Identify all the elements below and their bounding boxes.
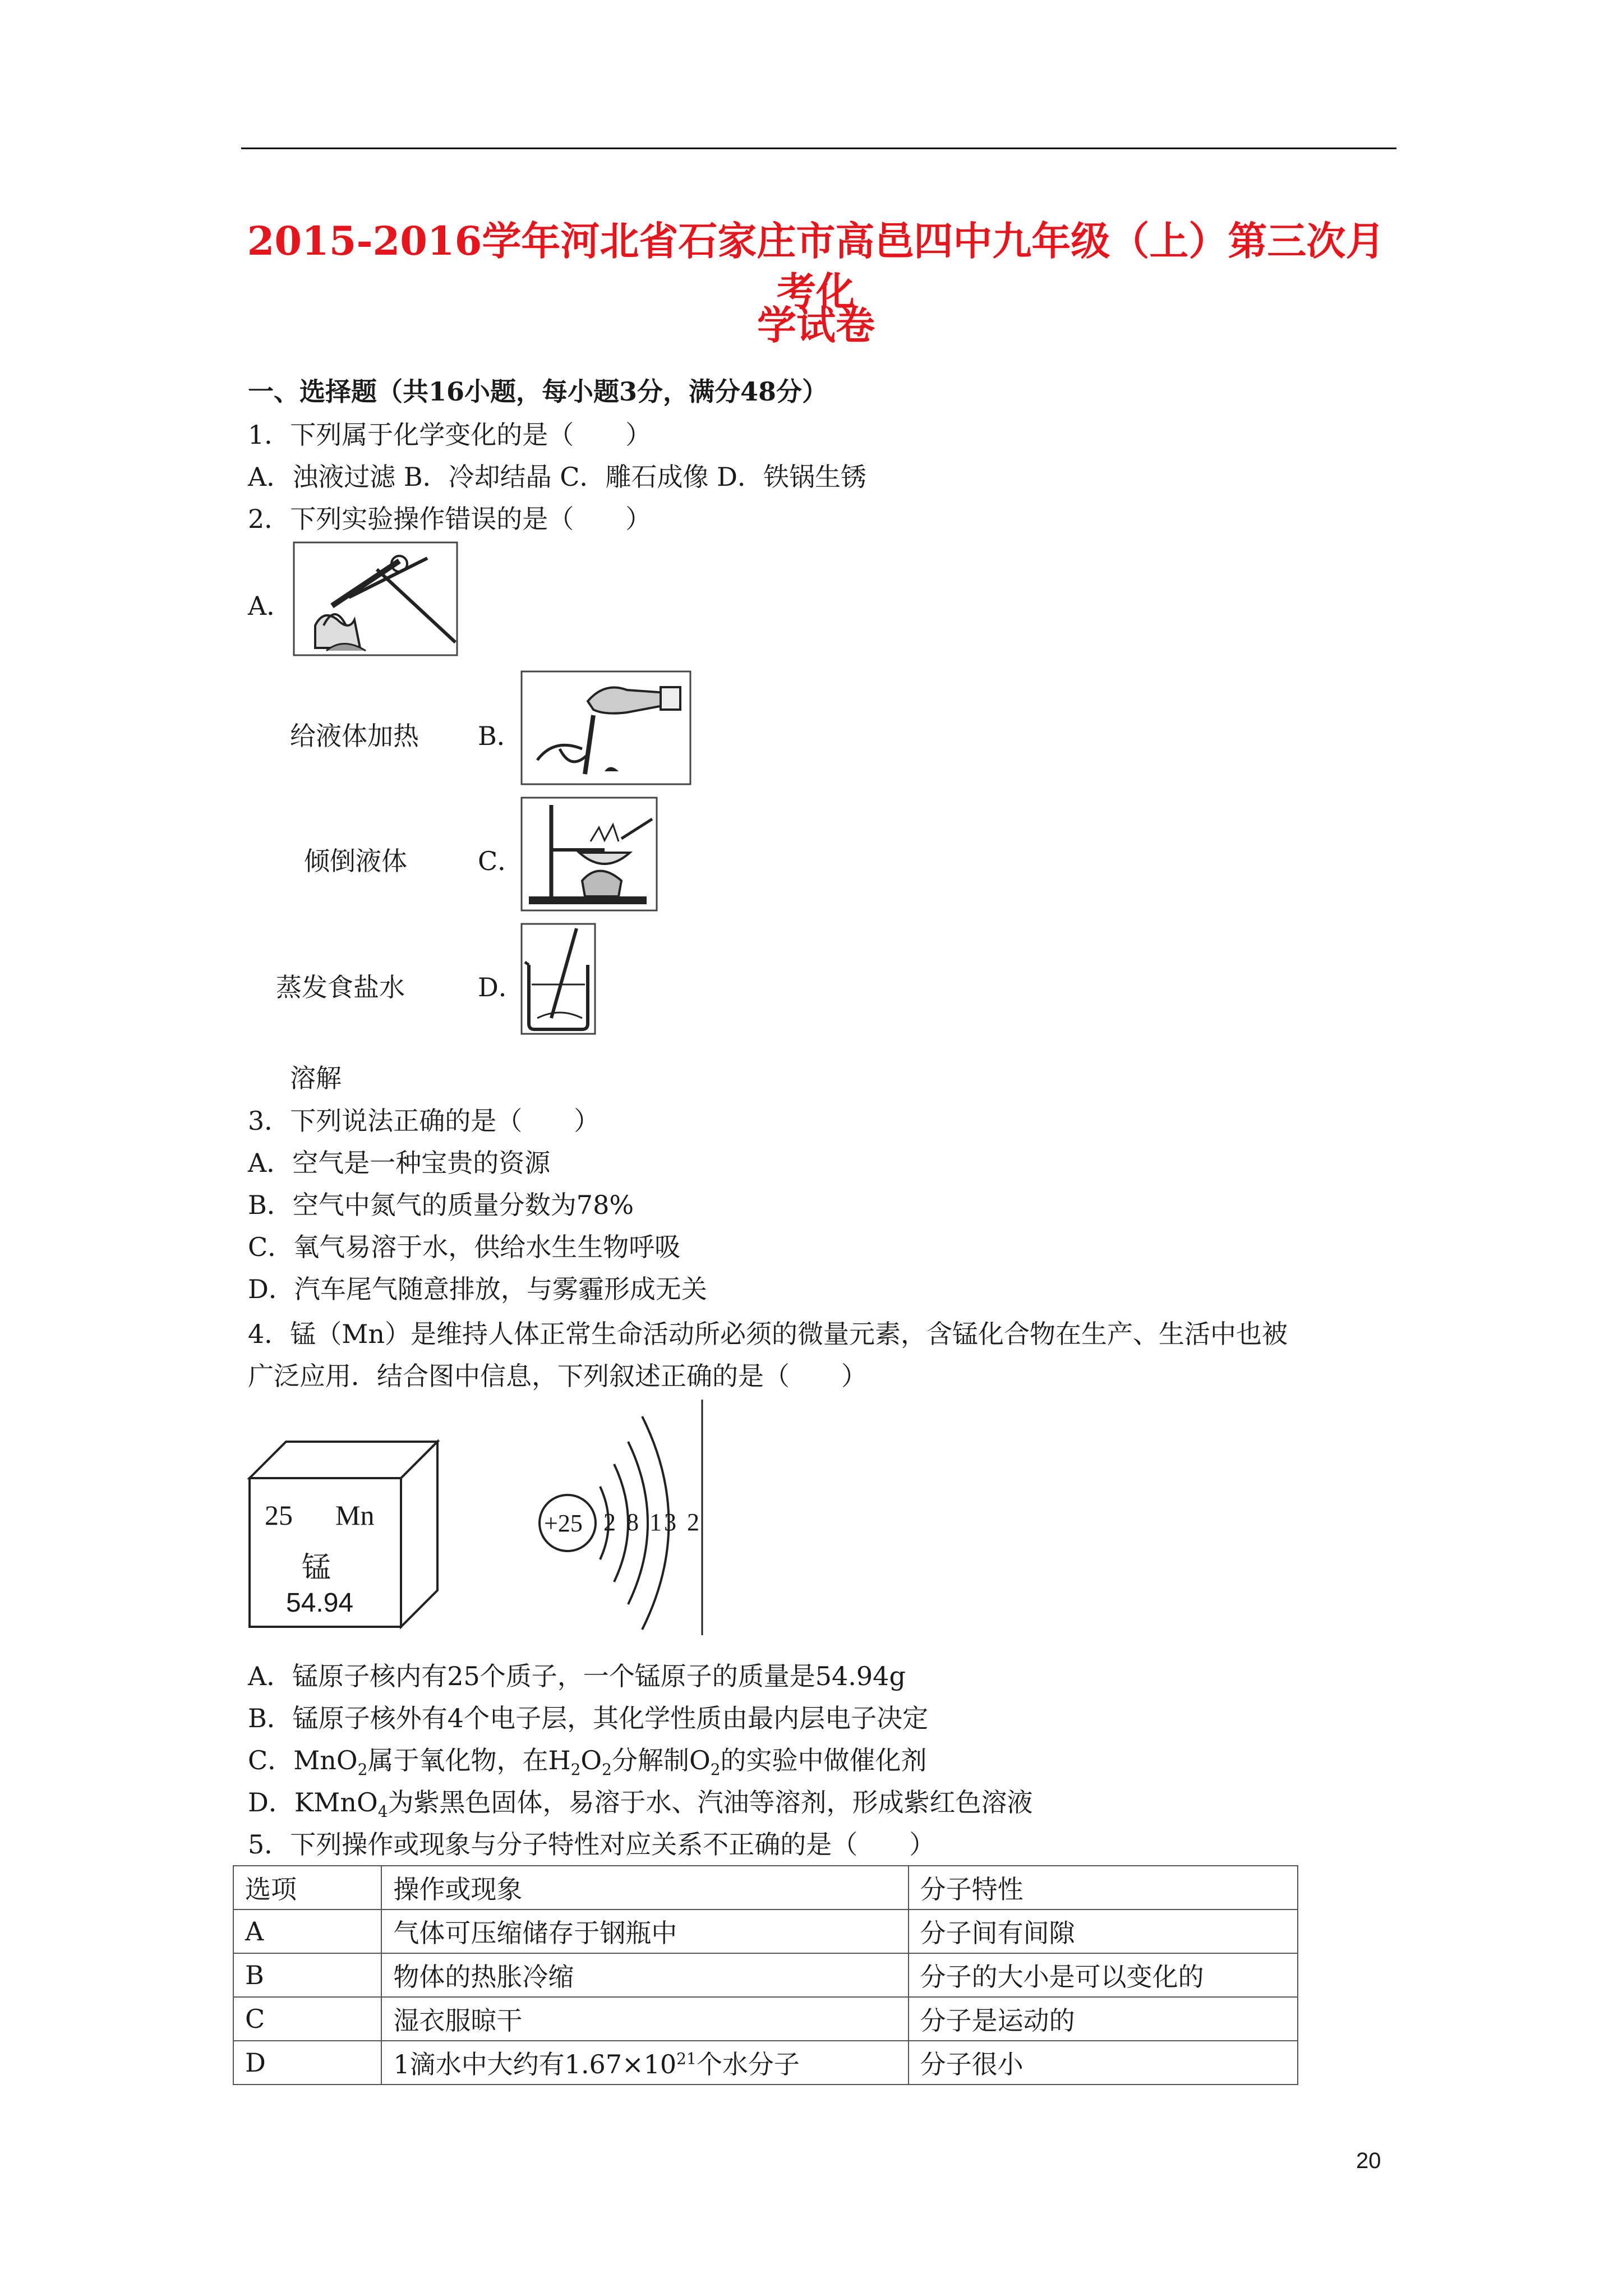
table-header-cell: 操作或现象 bbox=[381, 1866, 908, 1910]
q2-b-letter: B． bbox=[478, 721, 523, 751]
table-cell: B bbox=[233, 1953, 381, 1997]
table-cell: A bbox=[233, 1910, 381, 1953]
q1-options: A．浊液过滤 B．冷却结晶 C．雕石成像 D．铁锅生锈 bbox=[248, 462, 866, 492]
evaporating-salt-water-figure bbox=[520, 797, 658, 912]
table-row bbox=[233, 2041, 1298, 2085]
q2-stem: 2．下列实验操作错误的是（ ） bbox=[248, 504, 652, 534]
q3-option-d: D．汽车尾气随意排放，与雾霾形成无关 bbox=[248, 1274, 707, 1304]
element-symbol: Mn bbox=[335, 1499, 375, 1531]
q2-b-caption: 倾倒液体 bbox=[304, 846, 407, 876]
page-number: 20 bbox=[1356, 2148, 1381, 2173]
q2-d-caption: 溶解 bbox=[290, 1063, 342, 1093]
section-heading: 一、选择题（共16小题，每小题3分，满分48分） bbox=[248, 376, 828, 407]
pouring-liquid-figure bbox=[520, 670, 691, 785]
q2-d-letter: D． bbox=[478, 972, 524, 1002]
q4-option-d: D．KMnO$_4$为紫黑色固体，易溶于水、汽油等溶剂，形成紫红色溶液 bbox=[248, 1787, 1033, 1821]
table-cell: D bbox=[233, 2041, 381, 2085]
q3-option-a: A．空气是一种宝贵的资源 bbox=[248, 1148, 551, 1178]
q2-c-letter: C． bbox=[478, 846, 524, 876]
table-cell: 1滴水中大约有$1.67\times 10^{21}$个水分子 bbox=[381, 2041, 908, 2085]
q3-option-b: B．空气中氮气的质量分数为78% bbox=[248, 1190, 634, 1220]
table-cell: 物体的热胀冷缩 bbox=[381, 1953, 908, 1997]
dissolving-figure bbox=[520, 923, 596, 1035]
q2-c-caption: 蒸发食盐水 bbox=[276, 972, 405, 1002]
q1-stem: 1．下列属于化学变化的是（ ） bbox=[248, 420, 652, 450]
q4-option-a: A．锰原子核内有25个质子，一个锰原子的质量是54.94g bbox=[248, 1661, 906, 1691]
q4-stem-line1: 4．锰（Mn）是维持人体正常生命活动所必须的微量元素，含锰化合物在生产、生活中也被 bbox=[248, 1319, 1288, 1349]
table-row bbox=[233, 1997, 1298, 2041]
atom-nucleus-charge: +25 bbox=[544, 1510, 583, 1537]
header-rule bbox=[241, 148, 1396, 149]
table-cell: 湿衣服晾干 bbox=[381, 1997, 908, 2041]
table-header-cell: 分子特性 bbox=[909, 1866, 1298, 1910]
table-header-cell: 选项 bbox=[233, 1866, 381, 1910]
q4-option-b: B．锰原子核外有4个电子层，其化学性质由最内层电子决定 bbox=[248, 1703, 929, 1733]
table-row bbox=[233, 1910, 1298, 1953]
page-title-line2: 学试卷 bbox=[757, 302, 875, 348]
table-cell: 分子间有间隙 bbox=[909, 1910, 1298, 1953]
q3-option-c: C．氧气易溶于水，供给水生生物呼吸 bbox=[248, 1232, 681, 1262]
table-cell: 气体可压缩储存于钢瓶中 bbox=[381, 1910, 908, 1953]
q3-stem: 3．下列说法正确的是（ ） bbox=[248, 1106, 600, 1136]
q4-stem-line2: 广泛应用．结合图中信息，下列叙述正确的是（ ） bbox=[248, 1361, 867, 1391]
page-title-line1: 2015-2016学年河北省石家庄市高邑四中九年级（上）第三次月考化 bbox=[247, 218, 1385, 315]
q2-a-letter: A． bbox=[248, 591, 293, 621]
table-row bbox=[233, 1953, 1298, 1997]
q2-a-caption: 给液体加热 bbox=[290, 721, 419, 751]
element-atomic-number: 25 bbox=[265, 1499, 293, 1531]
element-name: 锰 bbox=[302, 1551, 331, 1585]
table-cell: 分子很小 bbox=[909, 2041, 1298, 2085]
heating-liquid-figure bbox=[293, 541, 458, 656]
table-cell: 分子是运动的 bbox=[909, 1997, 1298, 2041]
table-cell: 分子的大小是可以变化的 bbox=[909, 1953, 1298, 1997]
table-cell: C bbox=[233, 1997, 381, 2041]
q5-table bbox=[233, 1865, 1298, 2085]
table-header-row bbox=[233, 1866, 1298, 1910]
atom-shell-electrons: 2 8 13 2 bbox=[603, 1508, 702, 1536]
q5-stem: 5．下列操作或现象与分子特性对应关系不正确的是（ ） bbox=[248, 1829, 935, 1860]
element-atomic-mass: 54.94 bbox=[286, 1588, 354, 1618]
q4-option-c: C．MnO$_2$属于氧化物，在$H_2O_2$分解制$O_2$的实验中做催化剂 bbox=[248, 1745, 927, 1779]
